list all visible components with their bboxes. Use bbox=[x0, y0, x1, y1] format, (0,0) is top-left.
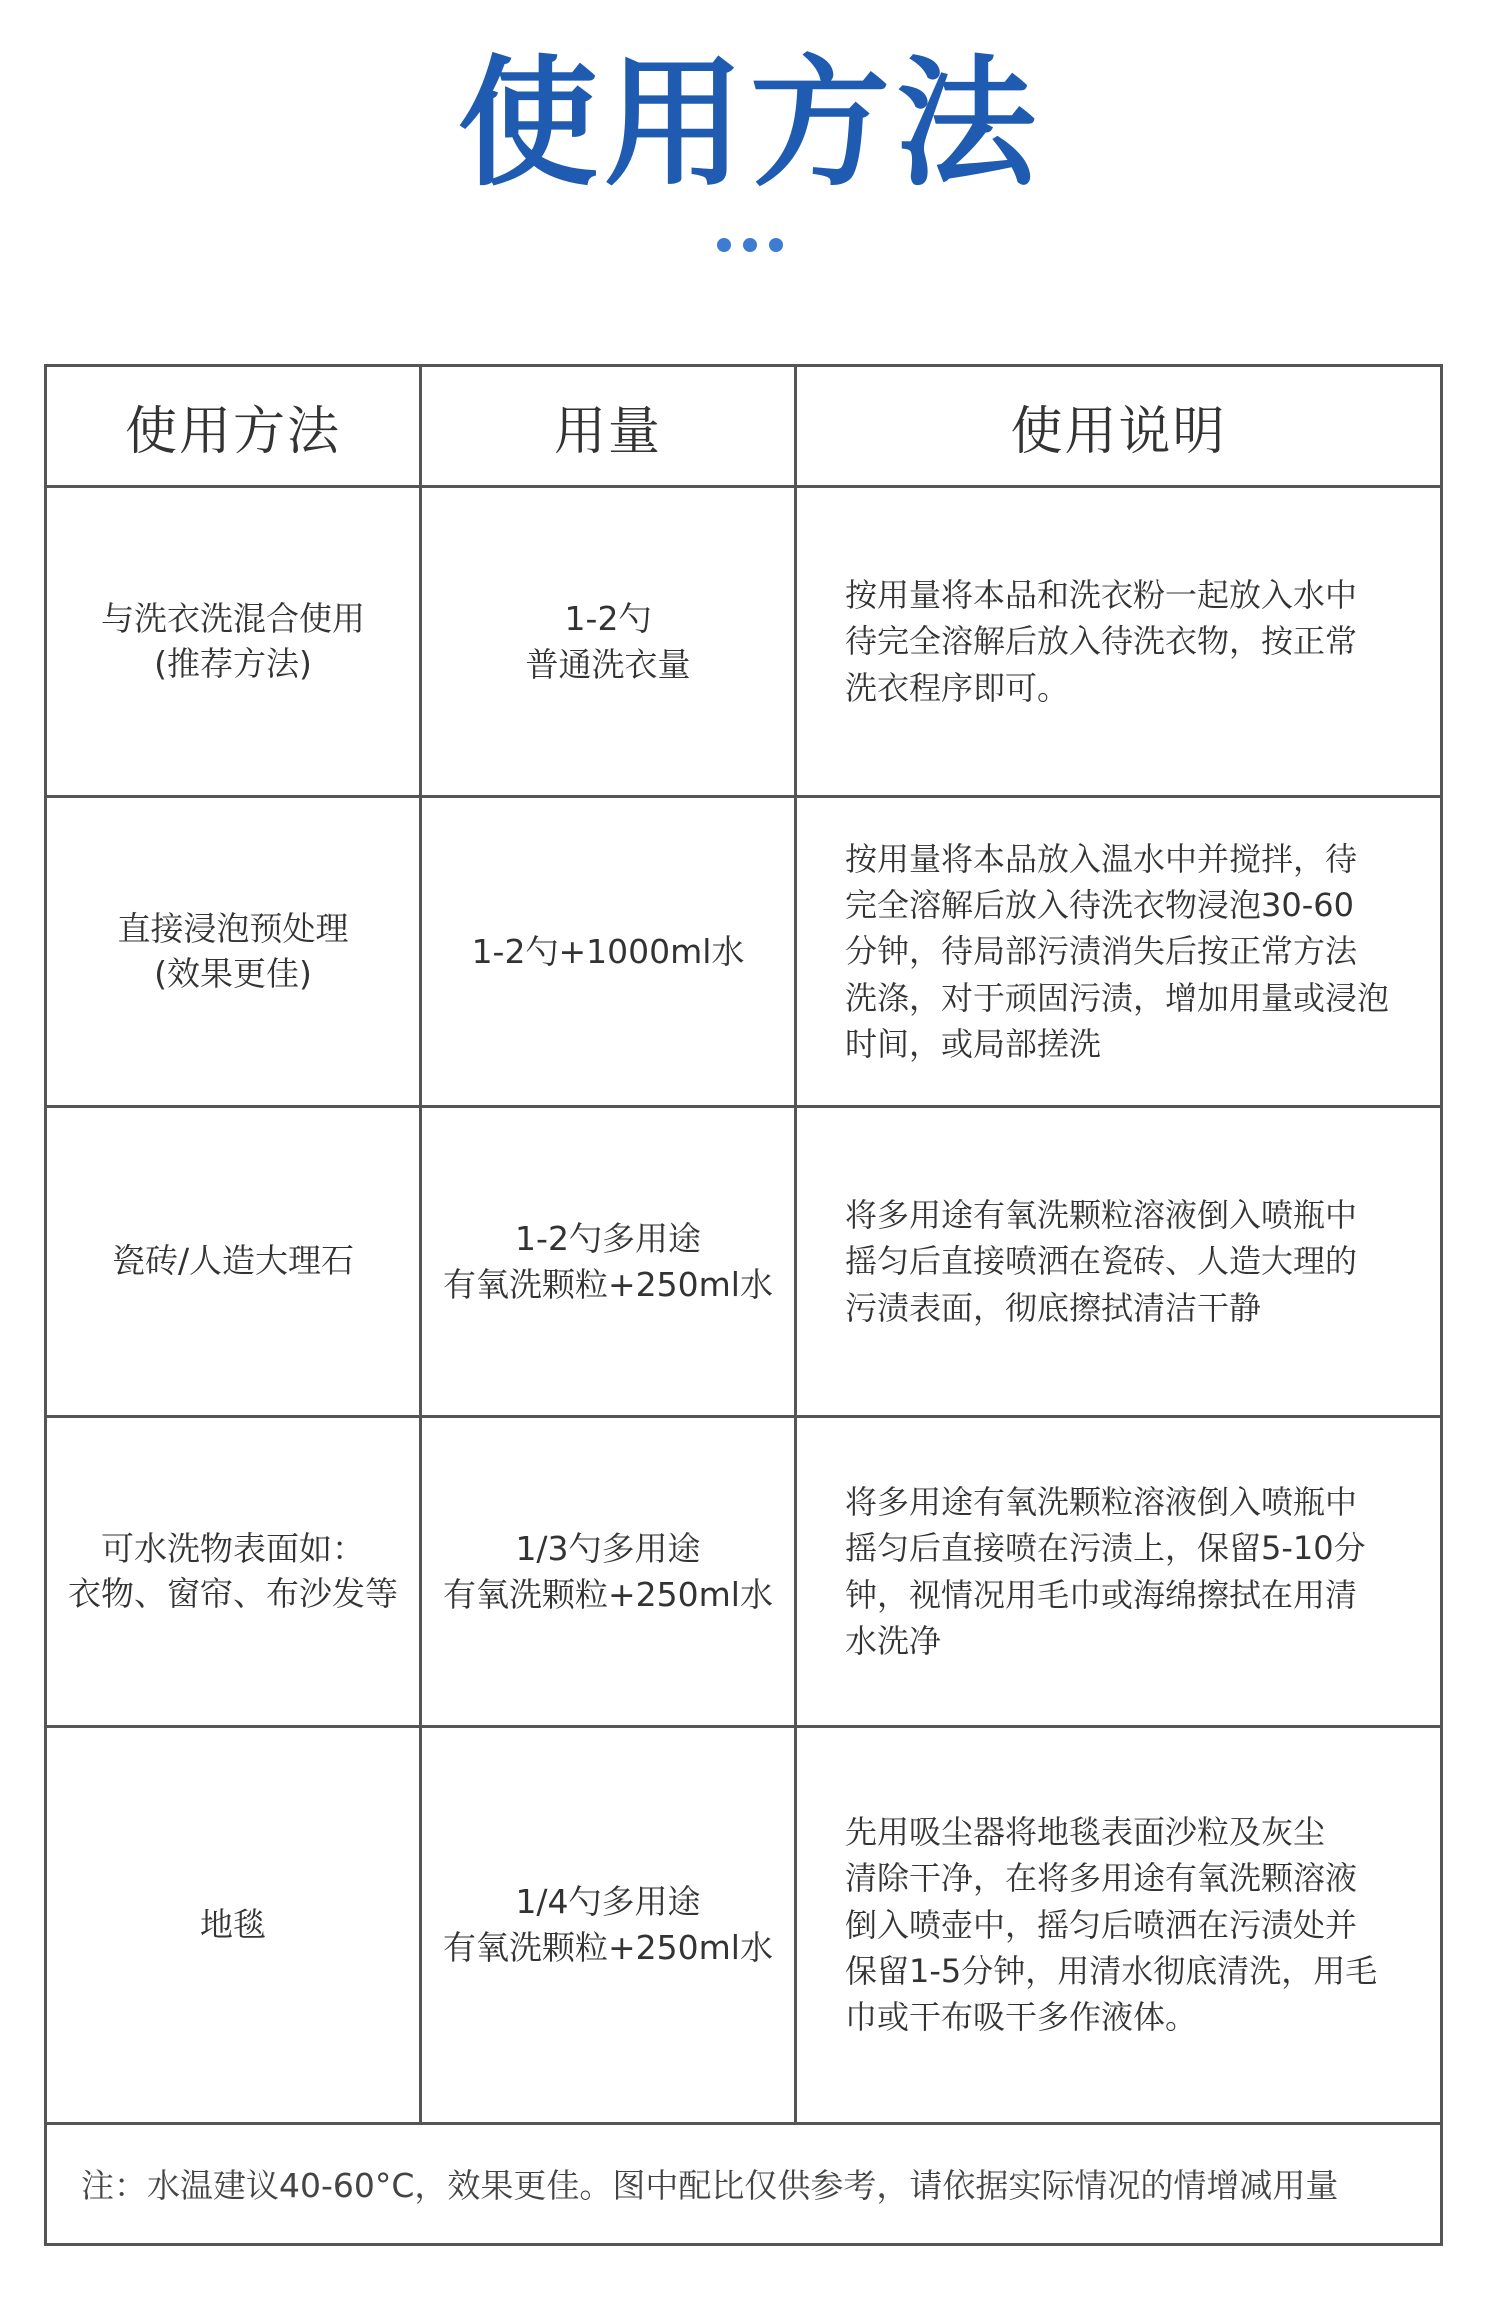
description-text: 先用吸尘器将地毯表面沙粒及灰尘 bbox=[845, 1812, 1326, 1851]
table-header-row bbox=[46, 366, 1442, 487]
description-text: 摇匀后直接喷洒在瓷砖、人造大理的 bbox=[845, 1242, 1358, 1281]
header-method: 使用方法 bbox=[46, 366, 421, 487]
description-text: 按用量将本品和洗衣粉一起放入水中 bbox=[845, 575, 1358, 614]
description-text: 清除干净，在将多用途有氧洗颗溶液 bbox=[845, 1859, 1358, 1898]
dosage-cell bbox=[421, 797, 796, 1107]
table-row bbox=[46, 1727, 1442, 2123]
method-cell bbox=[46, 487, 421, 797]
dosage-cell bbox=[421, 1107, 796, 1417]
note-row bbox=[46, 2123, 1442, 2244]
note-text: 注：水温建议40-60°C，效果更佳。图中配比仅供参考，请依据实际情况的情增减用量 bbox=[46, 2123, 1442, 2244]
dosage-text: 1/3勺多用途 bbox=[515, 1529, 701, 1569]
method-text: 地毯 bbox=[200, 1904, 266, 1944]
dosage-text: 1-2勺 bbox=[564, 598, 652, 638]
description-cell bbox=[796, 1107, 1442, 1417]
description-cell bbox=[796, 487, 1442, 797]
method-text: 衣物、窗帘、布沙发等 bbox=[68, 1573, 398, 1613]
method-text: 与洗衣洗混合使用 bbox=[101, 598, 365, 638]
dosage-text: 1-2勺+1000ml水 bbox=[471, 931, 745, 971]
method-cell bbox=[46, 1107, 421, 1417]
description-cell bbox=[796, 797, 1442, 1107]
description-cell bbox=[796, 1727, 1442, 2123]
description-text: 将多用途有氧洗颗粒溶液倒入喷瓶中 bbox=[845, 1482, 1358, 1521]
table-row bbox=[46, 487, 1442, 797]
header-description: 使用说明 bbox=[796, 366, 1442, 487]
description-text: 待完全溶解后放入待洗衣物，按正常 bbox=[845, 622, 1358, 661]
page-title: 使用方法 bbox=[457, 43, 1042, 206]
description-text: 洗衣程序即可。 bbox=[845, 668, 1070, 707]
description-text: 完全溶解后放入待洗衣物浸泡30-60 bbox=[845, 885, 1354, 924]
table-row bbox=[46, 1417, 1442, 1727]
table-row bbox=[46, 797, 1442, 1107]
header-dosage: 用量 bbox=[421, 366, 796, 487]
dosage-cell bbox=[421, 1727, 796, 2123]
description-text: 分钟，待局部污渍消失后按正常方法 bbox=[845, 932, 1358, 971]
description-text: 洗涤，对于顽固污渍，增加用量或浸泡 bbox=[845, 978, 1390, 1017]
description-text: 水洗净 bbox=[845, 1622, 942, 1661]
dosage-text: 有氧洗颗粒+250ml水 bbox=[443, 1574, 773, 1614]
table-row bbox=[46, 1107, 1442, 1417]
description-text: 将多用途有氧洗颗粒溶液倒入喷瓶中 bbox=[845, 1196, 1358, 1235]
usage-table bbox=[44, 364, 1443, 2246]
dosage-cell bbox=[421, 1417, 796, 1727]
description-cell bbox=[796, 1417, 1442, 1727]
dosage-text: 1-2勺多用途 bbox=[515, 1219, 701, 1259]
method-cell bbox=[46, 797, 421, 1107]
dosage-text: 1/4勺多用途 bbox=[515, 1882, 701, 1922]
dot-icon bbox=[717, 238, 731, 252]
description-text: 按用量将本品放入温水中并搅拌，待 bbox=[845, 839, 1358, 878]
method-text: (推荐方法) bbox=[154, 643, 312, 683]
method-text: 瓷砖/人造大理石 bbox=[111, 1241, 355, 1281]
description-text: 摇匀后直接喷在污渍上，保留5-10分 bbox=[845, 1529, 1366, 1568]
dot-icon bbox=[769, 238, 783, 252]
method-text: 可水洗物表面如： bbox=[101, 1529, 365, 1569]
method-text: (效果更佳) bbox=[154, 953, 312, 993]
title-dots-decoration bbox=[0, 238, 1500, 252]
description-text: 巾或干布吸干多作液体。 bbox=[845, 1998, 1198, 2037]
dot-icon bbox=[743, 238, 757, 252]
dosage-text: 有氧洗颗粒+250ml水 bbox=[443, 1264, 773, 1304]
method-text: 直接浸泡预处理 bbox=[117, 909, 349, 949]
method-cell bbox=[46, 1417, 421, 1727]
description-text: 钟，视情况用毛巾或海绵擦拭在用清 bbox=[845, 1575, 1358, 1614]
method-cell bbox=[46, 1727, 421, 2123]
dosage-text: 有氧洗颗粒+250ml水 bbox=[443, 1927, 773, 1967]
description-text: 保留1-5分钟，用清水彻底清洗，用毛 bbox=[845, 1952, 1378, 1991]
description-text: 污渍表面，彻底擦拭清洁干静 bbox=[845, 1288, 1262, 1327]
description-text: 倒入喷壶中，摇匀后喷洒在污渍处并 bbox=[845, 1905, 1358, 1944]
dosage-cell bbox=[421, 487, 796, 797]
description-text: 时间，或局部搓洗 bbox=[845, 1025, 1102, 1064]
dosage-text: 普通洗衣量 bbox=[525, 644, 691, 684]
